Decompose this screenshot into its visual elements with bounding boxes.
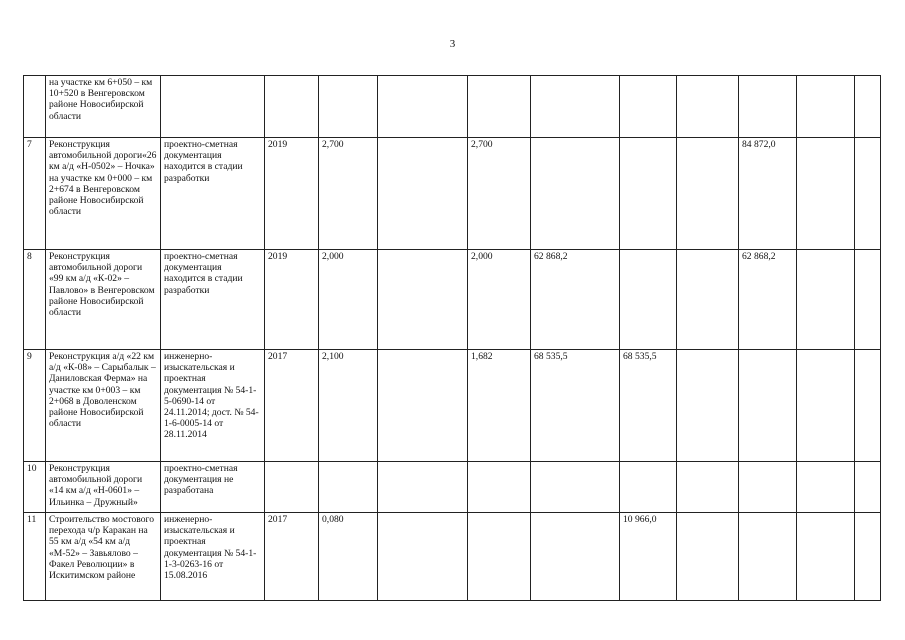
cell-col6 xyxy=(378,250,468,350)
cell-col11 xyxy=(739,462,797,513)
cell-col7 xyxy=(468,513,531,601)
cell-documentation: инженерно-изыскательская и проектная документация № 54-1-1-3-0263-16 от 15.08.2016 xyxy=(161,513,265,601)
cell-length xyxy=(319,462,378,513)
cell-documentation xyxy=(161,76,265,138)
cell-col7 xyxy=(468,76,531,138)
table-row xyxy=(24,513,881,601)
cell-col8: 62 868,2 xyxy=(531,250,620,350)
cell-col6 xyxy=(378,462,468,513)
cell-col8: 68 535,5 xyxy=(531,350,620,462)
table-row xyxy=(24,250,881,350)
cell-index: 10 xyxy=(24,462,46,513)
cell-documentation: проектно-сметная документация не разработана xyxy=(161,462,265,513)
table-body xyxy=(24,76,881,601)
cell-col11 xyxy=(739,76,797,138)
cell-year: 2017 xyxy=(265,350,319,462)
cell-index xyxy=(24,76,46,138)
cell-col6 xyxy=(378,350,468,462)
cell-col8 xyxy=(531,76,620,138)
cell-documentation: проектно-сметная документация находится в стадии разработки xyxy=(161,138,265,250)
cell-col13 xyxy=(855,250,881,350)
page-number: 3 xyxy=(449,38,456,50)
cell-index: 8 xyxy=(24,250,46,350)
cell-index: 7 xyxy=(24,138,46,250)
cell-col13 xyxy=(855,513,881,601)
cell-col10 xyxy=(677,76,739,138)
cell-col9 xyxy=(620,462,677,513)
cell-object-name: Реконструкция автомобильной дороги «14 км а/д «Н-0601» – Ильинка – Дружный» xyxy=(46,462,161,513)
cell-col8 xyxy=(531,462,620,513)
cell-length xyxy=(319,76,378,138)
cell-col11: 84 872,0 xyxy=(739,138,797,250)
cell-col6 xyxy=(378,76,468,138)
cell-length: 2,700 xyxy=(319,138,378,250)
cell-col13 xyxy=(855,138,881,250)
cell-index: 9 xyxy=(24,350,46,462)
cell-col7 xyxy=(468,462,531,513)
cell-col12 xyxy=(797,513,855,601)
road-objects-table xyxy=(23,75,881,601)
cell-year: 2019 xyxy=(265,250,319,350)
cell-col9 xyxy=(620,138,677,250)
cell-col10 xyxy=(677,513,739,601)
cell-col6 xyxy=(378,138,468,250)
cell-col12 xyxy=(797,350,855,462)
table-row xyxy=(24,138,881,250)
cell-length: 2,100 xyxy=(319,350,378,462)
cell-year xyxy=(265,76,319,138)
cell-col6 xyxy=(378,513,468,601)
cell-object-name: Реконструкция автомобильной дороги «99 км а/д «К-02» – Павлово» в Венгеровском районе Новосибирской области xyxy=(46,250,161,350)
cell-col9: 68 535,5 xyxy=(620,350,677,462)
cell-year: 2017 xyxy=(265,513,319,601)
cell-col12 xyxy=(797,138,855,250)
cell-col10 xyxy=(677,350,739,462)
table-row xyxy=(24,350,881,462)
cell-col11: 62 868,2 xyxy=(739,250,797,350)
cell-col13 xyxy=(855,350,881,462)
cell-index: 11 xyxy=(24,513,46,601)
cell-col12 xyxy=(797,250,855,350)
cell-object-name: на участке км 6+050 – км 10+520 в Венгеровском районе Новосибирской области xyxy=(46,76,161,138)
cell-col7: 2,000 xyxy=(468,250,531,350)
cell-year: 2019 xyxy=(265,138,319,250)
cell-year xyxy=(265,462,319,513)
table-row xyxy=(24,76,881,138)
cell-col9: 10 966,0 xyxy=(620,513,677,601)
cell-object-name: Строительство мостового перехода ч/р Каракан на 55 км а/д «54 км а/д «М-52» – Завьялово – Факел Революции» в Искитимском районе xyxy=(46,513,161,601)
cell-col12 xyxy=(797,76,855,138)
cell-col13 xyxy=(855,462,881,513)
cell-col12 xyxy=(797,462,855,513)
cell-length: 0,080 xyxy=(319,513,378,601)
cell-col8 xyxy=(531,513,620,601)
cell-col7: 2,700 xyxy=(468,138,531,250)
cell-col7: 1,682 xyxy=(468,350,531,462)
cell-col10 xyxy=(677,250,739,350)
cell-documentation: проектно-сметная документация находится в стадии разработки xyxy=(161,250,265,350)
cell-object-name: Реконструкция автомобильной дороги«26 км а/д «Н-0502» – Ночка» на участке км 0+000 – км 2+674 в Венгеровском районе Новосибирской области xyxy=(46,138,161,250)
cell-col8 xyxy=(531,138,620,250)
cell-documentation: инженерно-изыскательская и проектная документация № 54-1-5-0690-14 от 24.11.2014; дост. № 54-1-6-0005-14 от 28.11.2014 xyxy=(161,350,265,462)
cell-col11 xyxy=(739,350,797,462)
table-row xyxy=(24,462,881,513)
cell-col10 xyxy=(677,138,739,250)
cell-col11 xyxy=(739,513,797,601)
cell-object-name: Реконструкция а/д «22 км а/д «К-08» – Сарыбалык – Даниловская Ферма» на участке км 0+003 – км 2+068 в Доволенском районе Новосибирской области xyxy=(46,350,161,462)
cell-col13 xyxy=(855,76,881,138)
cell-col10 xyxy=(677,462,739,513)
cell-length: 2,000 xyxy=(319,250,378,350)
cell-col9 xyxy=(620,250,677,350)
cell-col9 xyxy=(620,76,677,138)
